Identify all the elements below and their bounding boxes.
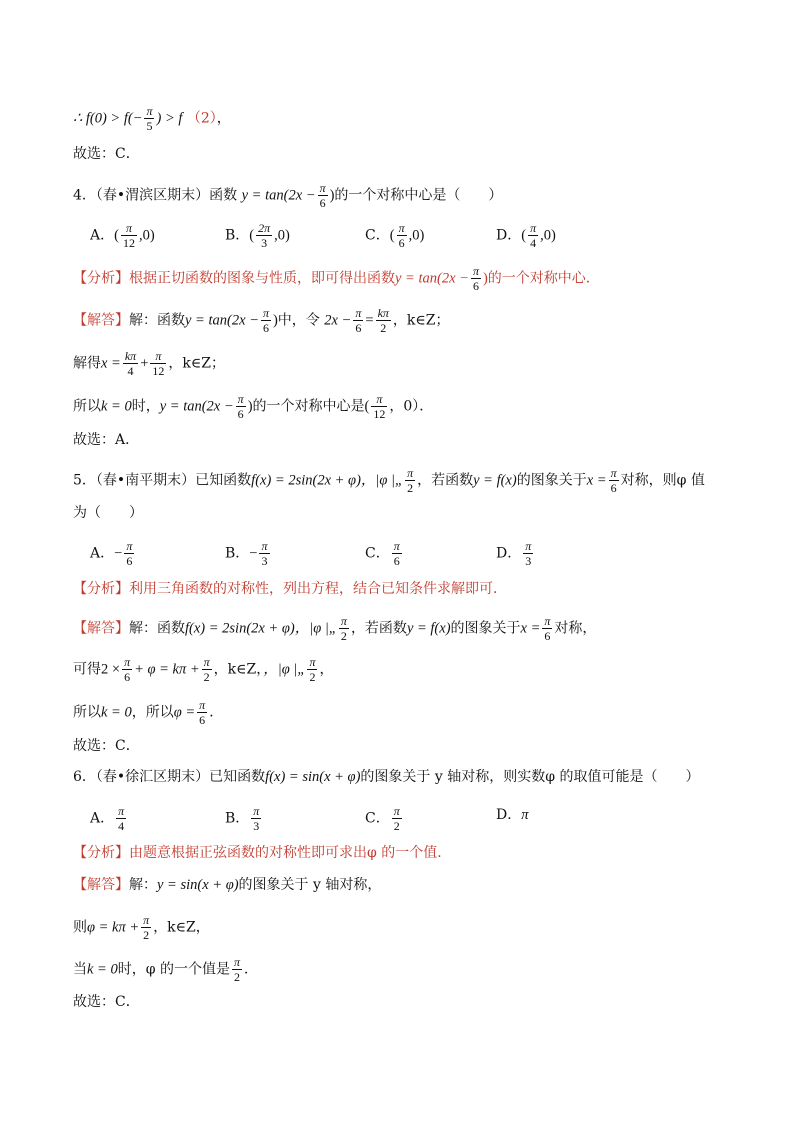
fraction [144, 105, 154, 132]
option-c [365, 540, 404, 567]
fraction [318, 182, 328, 209]
formula-text: ,0) [408, 227, 425, 244]
frac-num: π [253, 804, 260, 818]
q6-derive [73, 914, 754, 941]
formula-text: ，|φ |„ [294, 620, 337, 637]
fraction [542, 615, 552, 642]
q6-analysis [73, 843, 754, 863]
frac-num: π [121, 222, 137, 236]
frac-num: kπ [124, 349, 137, 363]
formula-text: 2 × [101, 661, 121, 678]
fraction [523, 540, 533, 567]
frac-num: π [340, 614, 347, 628]
frac-den: 3 [253, 819, 260, 833]
frac-num: π [118, 804, 125, 818]
fraction [471, 265, 481, 292]
frac-den: 12 [152, 364, 165, 378]
text: ，k∈Z， [153, 919, 210, 936]
formula-text: ( [389, 227, 395, 244]
frac-den: 2 [143, 928, 150, 942]
fraction [116, 805, 126, 832]
frac-den: 4 [127, 364, 134, 378]
q4-answer [73, 307, 754, 334]
formula-text: ( [114, 227, 119, 244]
text: ， [319, 661, 334, 678]
opt-label: A． [90, 810, 115, 827]
q4-analysis [73, 265, 754, 292]
formula-text: 2x − [324, 312, 352, 329]
text: ，k∈Z， [213, 661, 264, 678]
text: 故选：A． [73, 432, 140, 448]
formula-text: k = 0 [87, 961, 118, 978]
formula-text: y = sin(x + φ) [157, 877, 239, 893]
choose-line [73, 144, 754, 164]
red-text: 根据正切函数的图象与性质，即可得出函数 [129, 270, 395, 287]
formula-text: ) [329, 187, 335, 204]
frac-num: π [393, 539, 400, 553]
frac-num: π [237, 392, 244, 406]
text: ． [419, 398, 434, 415]
formula-text: ) [482, 270, 488, 287]
fraction [150, 350, 166, 377]
text: ，所以 [131, 704, 174, 721]
opt-label: C． [365, 545, 390, 562]
frac-num: π [398, 221, 405, 235]
formula-text: y = f(x) [406, 620, 451, 637]
formula-text: x = [520, 620, 541, 637]
formula-text: − [249, 545, 258, 562]
fraction [397, 222, 407, 249]
text: ，若函数 [417, 472, 474, 489]
text: 故选：C． [73, 994, 140, 1010]
red-text: 由题意根据正弦函数的对称性即可求出φ 的一个值． [129, 845, 452, 861]
frac-num: π [150, 350, 166, 364]
formula-text: k = 0 [101, 704, 132, 721]
formula-text: y = tan(2x − [241, 187, 316, 204]
fraction [376, 307, 391, 334]
formula-text: ( [364, 398, 370, 415]
frac-num: π [355, 306, 362, 320]
frac-num: π [203, 655, 210, 669]
text: 为（ ） [73, 505, 143, 521]
formula-text: ,0) [540, 227, 556, 244]
q6-choose [73, 992, 754, 1012]
frac-num: π [610, 466, 617, 480]
fraction [256, 222, 272, 249]
text: 5．（春•南平期末）已知函数 [73, 472, 252, 489]
frac-den: 3 [261, 236, 268, 250]
formula-text: ) [247, 398, 253, 415]
text: 所以 [73, 704, 101, 721]
formula-text: = [365, 312, 374, 329]
frac-den: 4 [530, 236, 537, 250]
q5-answer [73, 615, 754, 642]
frac-den: 2 [309, 670, 316, 684]
answer-tag: 【解答】 [73, 312, 129, 329]
option-d [496, 805, 529, 825]
q5-stem-2 [73, 503, 754, 523]
frac-den: 2 [380, 321, 387, 335]
text: 则 [73, 919, 87, 936]
frac-num: 2π [258, 221, 271, 235]
frac-num: π [472, 264, 479, 278]
opt-label: B． [225, 227, 250, 244]
fraction [122, 656, 132, 683]
formula-text: f(x) = 2sin(2x + φ) [185, 620, 295, 637]
frac-num: kπ [377, 306, 389, 320]
frac-den: 6 [262, 321, 269, 335]
q5-analysis [73, 579, 754, 599]
frac-num: π [146, 104, 153, 118]
q6-conclusion [73, 956, 754, 983]
fraction [197, 699, 207, 726]
q5-choose [73, 736, 754, 756]
q4-solve [73, 350, 754, 377]
frac-den: 6 [126, 554, 133, 568]
frac-num: π [199, 698, 206, 712]
frac-den: 2 [393, 819, 400, 833]
fraction [392, 540, 402, 567]
fraction [261, 307, 271, 334]
option-b [225, 540, 272, 567]
fraction [232, 956, 242, 983]
fraction [353, 307, 363, 334]
opt-label: B． [225, 545, 250, 562]
frac-den: 2 [340, 629, 347, 643]
formula-text: ) [272, 312, 278, 329]
frac-num: π [393, 804, 400, 818]
text: 解： [129, 877, 157, 893]
fraction [339, 615, 349, 642]
text: 时， [131, 398, 160, 415]
formula-text: y = tan(2x − [159, 398, 234, 415]
text: ． [244, 961, 259, 978]
text: 可得 [73, 661, 101, 678]
option-c [365, 222, 424, 249]
frac-den: 2 [407, 481, 414, 495]
frac-den: 12 [122, 236, 135, 250]
fraction [124, 540, 134, 567]
red-text: （2） [186, 110, 217, 127]
text: 中，令 [277, 312, 320, 329]
frac-den: 4 [118, 819, 125, 833]
fraction [307, 656, 317, 683]
frac-den: 6 [610, 481, 617, 495]
frac-num: π [234, 955, 241, 969]
opt-label: B． [225, 810, 250, 827]
formula-text: ，|φ |„ [263, 661, 306, 678]
text: 的一个对称中心是（ ） [334, 187, 503, 204]
formula-text: + [140, 355, 149, 372]
option-d [496, 222, 556, 249]
option-c [365, 805, 404, 832]
text: ，k∈Z； [392, 312, 450, 329]
formula-text: ，|φ |„ [360, 472, 404, 489]
frac-num: π [143, 913, 150, 927]
fraction [251, 805, 261, 832]
q4-choose [73, 430, 754, 450]
formula-text: f(x) = 2sin(2x + φ) [251, 472, 361, 489]
frac-num: π [544, 614, 551, 628]
frac-num: π [525, 539, 532, 553]
answer-tag: 【解答】 [73, 877, 129, 893]
text: 当 [73, 961, 87, 978]
option-b [225, 222, 290, 249]
formula-text: ∴ f(0) > f(− [73, 110, 143, 127]
text: 的图象关于 y 轴对称，则实数φ 的取值可能是（ ） [360, 769, 700, 785]
formula-text: ,0) [274, 227, 290, 244]
frac-den: 6 [355, 321, 362, 335]
opt-label: D． [496, 807, 522, 823]
text: ，0） [389, 398, 420, 415]
frac-den: 6 [237, 407, 244, 421]
frac-num: π [309, 655, 316, 669]
formula-text: ,0) [138, 227, 155, 244]
frac-num: π [371, 393, 387, 407]
fraction [528, 222, 538, 249]
frac-den: 6 [319, 196, 326, 210]
fraction [392, 805, 402, 832]
opt-label: A． [90, 545, 115, 562]
text: 时，φ 的一个值是 [117, 961, 230, 978]
formula-text: ( [521, 227, 527, 244]
text: ． [209, 704, 224, 721]
text: 6．（春•徐汇区期末）已知函数 [73, 769, 266, 785]
formula-text: y = f(x) [473, 472, 517, 489]
frac-den: 3 [261, 554, 268, 568]
text: 解：函数 [129, 312, 185, 329]
frac-den: 12 [373, 407, 386, 421]
formula-text: ( [249, 227, 255, 244]
fraction [405, 467, 415, 494]
opt-label: C． [365, 810, 390, 827]
frac-num: π [126, 539, 133, 553]
formula-text: − [114, 545, 123, 562]
formula-text: ) > f [156, 110, 183, 127]
frac-den: 5 [146, 119, 153, 133]
text: 的图象关于 y 轴对称， [238, 877, 382, 893]
answer-tag: 【解答】 [73, 620, 129, 637]
formula-text: φ = kπ + [87, 919, 140, 936]
formula-text: x = [586, 472, 607, 489]
q5-derive [73, 656, 754, 683]
red-text: 的一个对称中心． [487, 270, 600, 287]
frac-den: 3 [525, 554, 532, 568]
formula-text: + φ = kπ + [134, 661, 200, 678]
analysis-tag: 【分析】 [73, 270, 129, 287]
opt-label: C． [365, 227, 390, 244]
text: 解得 [73, 355, 101, 372]
formula-text: k = 0 [101, 398, 132, 415]
frac-num: π [407, 466, 414, 480]
opt-label: D． [496, 545, 522, 562]
line-1 [73, 105, 754, 132]
text: 对称，则φ 值 [620, 472, 705, 489]
text: 故选：C． [73, 146, 140, 162]
frac-num: π [261, 539, 268, 553]
formula-text: y = tan(2x − [395, 270, 469, 287]
text: ，k∈Z； [168, 355, 225, 372]
frac-num: π [124, 655, 131, 669]
frac-den: 6 [398, 236, 405, 250]
text: 故选：C． [73, 738, 140, 754]
opt-label: D． [496, 227, 522, 244]
fraction [609, 467, 619, 494]
frac-den: 2 [234, 970, 240, 984]
option-a [90, 805, 128, 832]
q5-stem [73, 467, 754, 494]
text: 解：函数 [129, 620, 185, 637]
q6-stem [73, 767, 754, 787]
option-d [496, 540, 535, 567]
formula-text: x = [101, 355, 121, 372]
analysis-tag: 【分析】 [73, 581, 129, 597]
formula-text: π [521, 807, 529, 823]
fraction [123, 350, 138, 377]
text: 对称， [554, 620, 597, 637]
fraction [121, 222, 137, 249]
text: 的图象关于 [516, 472, 587, 489]
option-b [225, 805, 263, 832]
frac-den: 6 [393, 554, 400, 568]
frac-den: 6 [124, 670, 131, 684]
text: 4．（春•渭滨区期末）函数 [73, 187, 238, 204]
formula-text: φ = [173, 704, 196, 721]
red-text: 利用三角函数的对称性，列出方程，结合已知条件求解即可． [129, 581, 507, 597]
frac-den: 6 [544, 629, 551, 643]
text: 的图象关于 [450, 620, 521, 637]
text: ，若函数 [350, 620, 407, 637]
option-a [90, 222, 155, 249]
opt-label: A． [90, 227, 115, 244]
option-a [90, 540, 136, 567]
formula-text: f(x) = sin(x + φ) [265, 769, 361, 785]
q4-stem [73, 182, 754, 209]
text: 所以 [73, 398, 101, 415]
q4-conclusion [73, 393, 754, 420]
frac-num: π [262, 306, 269, 320]
analysis-tag: 【分析】 [73, 845, 129, 861]
frac-den: 6 [472, 279, 479, 293]
frac-den: 6 [199, 713, 206, 727]
formula-text: y = tan(2x − [185, 312, 259, 329]
text: ， [216, 110, 231, 127]
text: 的一个对称中心是 [252, 398, 365, 415]
frac-num: π [530, 221, 537, 235]
fraction [371, 393, 387, 420]
fraction [236, 393, 246, 420]
fraction [141, 914, 151, 941]
fraction [202, 656, 212, 683]
fraction [259, 540, 269, 567]
frac-den: 2 [203, 670, 210, 684]
frac-num: π [319, 181, 326, 195]
q5-conclusion [73, 699, 754, 726]
q6-answer [73, 875, 754, 895]
